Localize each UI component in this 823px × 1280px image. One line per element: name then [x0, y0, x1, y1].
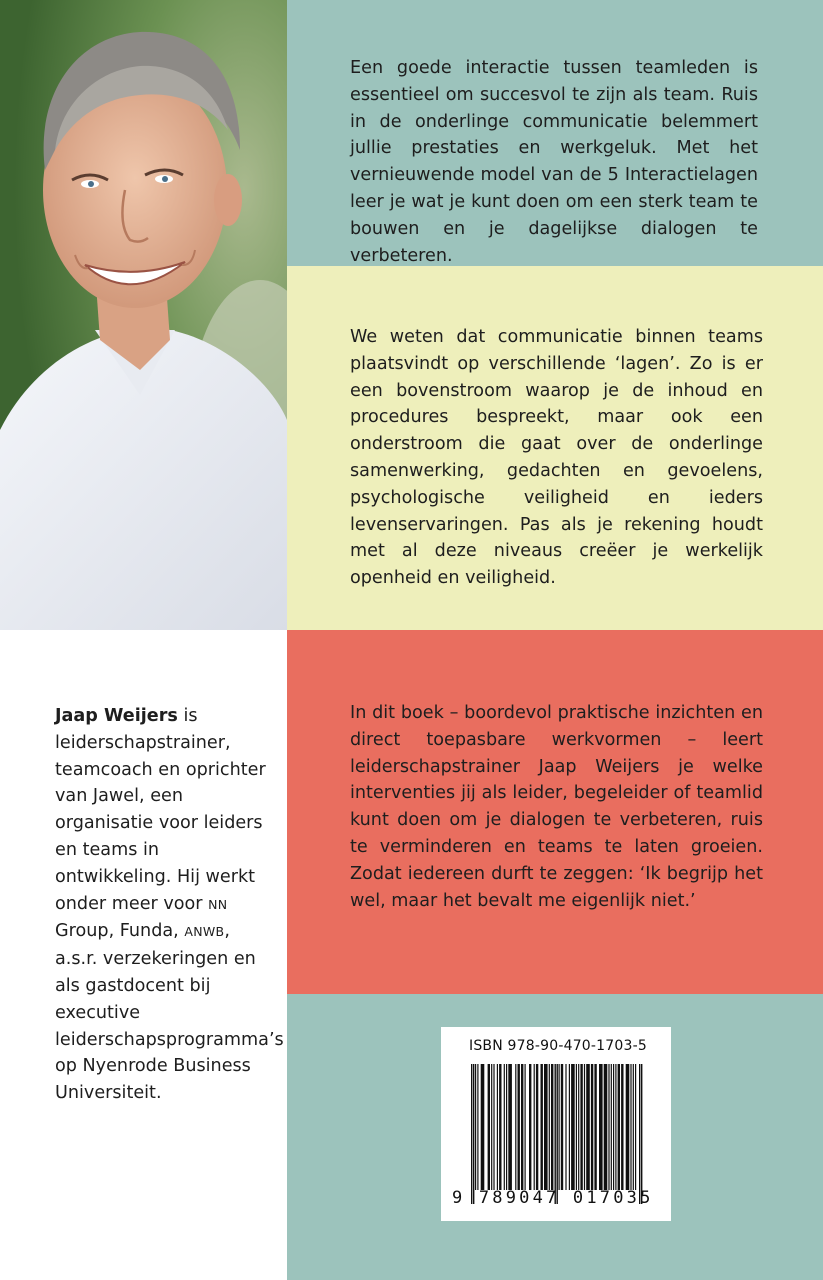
barcode-bar: [481, 1064, 485, 1190]
author-bio-text-3: , a.s.r. verzekeringen en als gastdocent bij executive leiderschapsprogramma’s op Nyenrode Business Universiteit.: [55, 921, 284, 1104]
barcode-bar: [613, 1064, 614, 1190]
barcode-bar: [521, 1064, 523, 1190]
barcode-box: [441, 1027, 671, 1221]
barcode-bar: [551, 1064, 553, 1190]
barcode-bar: [493, 1064, 494, 1190]
barcode-bar: [630, 1064, 631, 1190]
barcode-bar: [586, 1064, 590, 1190]
barcode-bar: [580, 1064, 582, 1190]
barcode-bar: [576, 1064, 577, 1190]
barcode-bar: [541, 1064, 543, 1190]
blurb-paragraph-1: Een goede interactie tussen teamleden is essentieel om succesvol te zijn als team. Ruis in de onderlinge communicatie belemmert jullie prestaties en werkgeluk. Met het vernieuwende model van de 5 Interactielagen leer je wat je kunt doen om een sterk team te bouwen en je dagelijkse dialogen te verbeteren.: [350, 58, 758, 266]
barcode-bar: [594, 1064, 596, 1190]
blurb-paragraph-3: In dit boek – boordevol praktische inzichten en direct toepasbare werkvormen – leert leiderschapstrainer Jaap Weijers je welke interventies jij als leider, begeleider of teamlid kunt doen om je dialogen te verbeteren, ruis te verminderen en teams te laten groeien. Zodat iedereen durft te zeggen: ‘Ik begrijp het wel, maar het bevalt me eigenlijk niet.’: [350, 703, 763, 911]
barcode-bar: [618, 1064, 620, 1190]
barcode-bar: [608, 1064, 609, 1190]
barcode-bar: [561, 1064, 563, 1190]
barcode-bar: [565, 1064, 566, 1190]
barcode-bar: [626, 1064, 630, 1190]
barcode-bar: [504, 1064, 505, 1190]
barcode-bar: [604, 1064, 608, 1190]
barcode-bar: [525, 1064, 526, 1190]
author-name: Jaap Weijers: [55, 706, 178, 726]
barcode-bars: [471, 1064, 643, 1204]
barcode-bar: [591, 1064, 593, 1190]
client-anwb: ANWB: [184, 924, 225, 940]
barcode-bar: [569, 1064, 570, 1190]
barcode-guard-bar: [555, 1064, 556, 1204]
barcode-bar: [497, 1064, 498, 1190]
barcode-digits: 9 789047 017035: [452, 1188, 654, 1208]
barcode-bar: [477, 1064, 478, 1190]
barcode-bar: [544, 1064, 548, 1190]
barcode-bar: [559, 1064, 560, 1190]
barcode-bar: [536, 1064, 538, 1190]
client-nn: NN: [208, 896, 228, 912]
barcode-bar: [578, 1064, 579, 1190]
barcode-guard-bar: [473, 1064, 474, 1204]
barcode-guard-bar: [557, 1064, 558, 1204]
barcode-bar: [599, 1064, 603, 1190]
barcode-bar: [571, 1064, 575, 1190]
author-bio-text-1: is leiderschapstrainer, teamcoach en oprichter van Jawel, een organisatie voor leiders en teams in ontwikkeling. Hij werkt onder meer voor: [55, 706, 266, 914]
barcode-bar: [515, 1064, 516, 1190]
barcode-bar: [549, 1064, 550, 1190]
blurb-panel-cream: [287, 266, 823, 630]
barcode-bar: [635, 1064, 636, 1190]
barcode-bar: [491, 1064, 492, 1190]
barcode-bar: [621, 1064, 623, 1190]
barcode-bar: [475, 1064, 476, 1190]
isbn-label: ISBN 978-90-470-1703-5: [469, 1038, 647, 1054]
barcode-guard-bar: [639, 1064, 640, 1204]
barcode-bar: [611, 1064, 612, 1190]
barcode-bar: [529, 1064, 531, 1190]
barcode-bar: [633, 1064, 634, 1190]
barcode-bar: [508, 1064, 512, 1190]
barcode-bar: [518, 1064, 520, 1190]
barcode-bar: [584, 1064, 585, 1190]
barcode-bar: [506, 1064, 507, 1190]
author-photo: [0, 0, 287, 630]
barcode-guard-bar: [641, 1064, 642, 1204]
barcode-bar: [534, 1064, 535, 1190]
author-bio-text-2: Group, Funda,: [55, 921, 179, 942]
blurb-paragraph-2: We weten dat communicatie binnen teams plaatsvindt op verschillende ‘lagen’. Zo is er een bovenstroom waarop je de inhoud en procedures bespreekt, maar ook een onderstroom die gaat over de onderlinge samenwerking, gedachten en gevoelens, psychologische veiligheid en ieders levenservaringen. Pas als je rekening houdt met al deze niveaus creëer je werkelijk openheid en veiligheid.: [350, 327, 763, 589]
author-portrait-image: [0, 0, 287, 630]
barcode-bar: [615, 1064, 616, 1190]
blurb-panel-teal-top: [287, 0, 823, 266]
author-bio: [55, 703, 284, 1107]
barcode-bar: [488, 1064, 490, 1190]
barcode-bar: [499, 1064, 501, 1190]
blurb-panel-coral: [287, 630, 823, 994]
barcode-guard-bar: [471, 1064, 472, 1204]
